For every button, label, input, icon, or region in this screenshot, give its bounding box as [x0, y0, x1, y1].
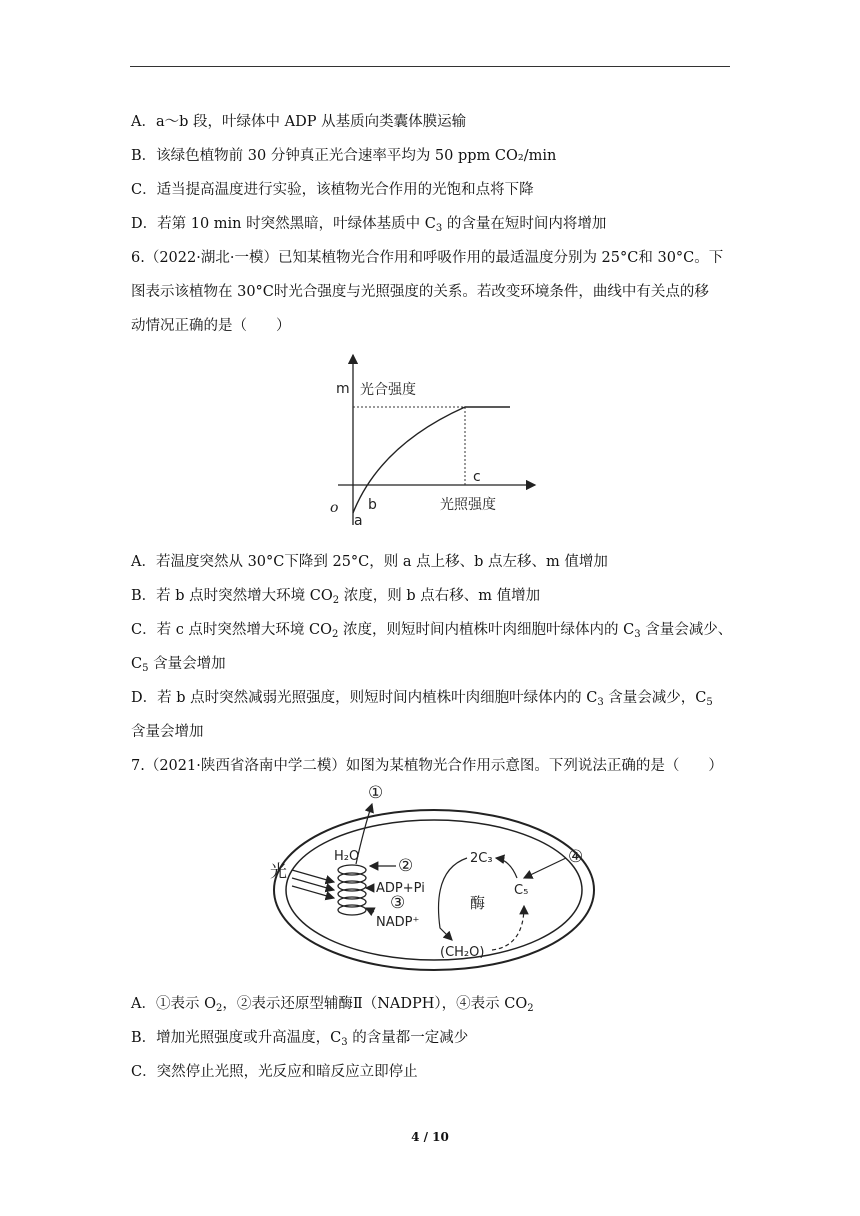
c5-to-c3-arrow — [496, 858, 517, 878]
graph-label-c: c — [473, 469, 481, 485]
q6-option-c-line1: C．若 c 点时突然增大环境 $CO_2$ 浓度，则短时间内植株叶肉细胞叶绿体内的 $C_3$ 含量会减少、 — [131, 622, 733, 640]
q6-stem-line1: 6.（2022·湖北·一模）已知某植物光合作用和呼吸作用的最适温度分别为 25°C和 30°C。下 — [131, 250, 724, 266]
nadp-label: NADP⁺ — [376, 915, 420, 930]
thylakoid-stack — [338, 865, 366, 915]
q6-option-b: B．若 b 点时突然增大环境 $CO_2$ 浓度，则 b 点右移、m 值增加 — [131, 588, 541, 606]
graph-label-o: o — [330, 500, 339, 516]
q6-option-a: A．若温度突然从 30°C下降到 25°C，则 a 点上移、b 点左移、m 值增加 — [131, 554, 608, 570]
h2o-label: H₂O — [334, 849, 360, 864]
q6-option-c-line2: $C_5$ 含量会增加 — [131, 656, 226, 674]
q6-light-curve-graph — [320, 345, 550, 530]
graph-label-a: a — [354, 513, 363, 529]
q6-option-d-line1: D．若 b 点时突然减弱光照强度，则短时间内植株叶肉细胞叶绿体内的 $C_3$ 含量会减少，$C_5$ — [131, 690, 713, 708]
graph-x-title: 光照强度 — [440, 497, 496, 513]
adp-pi-label: ADP+Pi — [376, 881, 425, 896]
ch2o-label: (CH₂O) — [440, 945, 485, 960]
label-2: ② — [398, 856, 414, 876]
q6-stem-line3: 动情况正确的是（ ） — [131, 318, 291, 334]
q5-option-b: B．该绿色植物前 30 分钟真正光合速率平均为 50 ppm CO₂/min — [131, 148, 557, 164]
q7-option-c: C．突然停止光照，光反应和暗反应立即停止 — [131, 1064, 418, 1080]
label-1: ① — [368, 783, 384, 803]
c5-label: C₅ — [514, 883, 529, 898]
chloroplast-inner-membrane — [286, 820, 582, 960]
q7-option-a: A．①表示 $O_2$，②表示还原型辅酶Ⅱ（NADPH），④表示 $CO_2$ — [131, 996, 534, 1014]
c3-label: 2C₃ — [470, 851, 493, 866]
header-rule — [130, 66, 730, 67]
q7-stem: 7.（2021·陕西省洛南中学二模）如图为某植物光合作用示意图。下列说法正确的是（ ） — [131, 758, 723, 774]
label-4: ④ — [568, 847, 584, 867]
o2-release-arrow — [356, 804, 372, 864]
light-label: 光 — [270, 862, 287, 882]
q5-option-a: A．a～b 段，叶绿体中 ADP 从基质向类囊体膜运输 — [131, 114, 467, 130]
q7-option-b: B．增加光照强度或升高温度，$C_3$ 的含量都一定减少 — [131, 1030, 469, 1048]
page-number: 4 / 10 — [411, 1130, 449, 1144]
ch2o-to-c5-dashed-arrow — [492, 906, 524, 950]
q7-chloroplast-diagram — [262, 778, 602, 978]
q5-option-d: D．若第 10 min 时突然黑暗，叶绿体基质中 $C_3$ 的含量在短时间内将增加 — [131, 216, 607, 234]
arrow-nadp-to-stack — [366, 908, 374, 912]
label-3: ③ — [390, 893, 406, 913]
chloroplast-outer-membrane — [274, 810, 594, 970]
q6-stem-line2: 图表示该植物在 30°C时光合强度与光照强度的关系。若改变环境条件，曲线中有关点的移 — [131, 284, 709, 300]
graph-label-m: m — [336, 381, 350, 397]
q6-option-d-line2: 含量会增加 — [131, 724, 204, 740]
q5-option-c: C．适当提高温度进行实验，该植物光合作用的光饱和点将下降 — [131, 182, 534, 198]
c3-reduction-arrow — [439, 858, 467, 940]
co2-entry-arrow — [524, 858, 566, 878]
graph-y-title: 光合强度 — [360, 382, 416, 398]
graph-label-b: b — [368, 497, 377, 513]
enzyme-label: 酶 — [470, 894, 486, 912]
